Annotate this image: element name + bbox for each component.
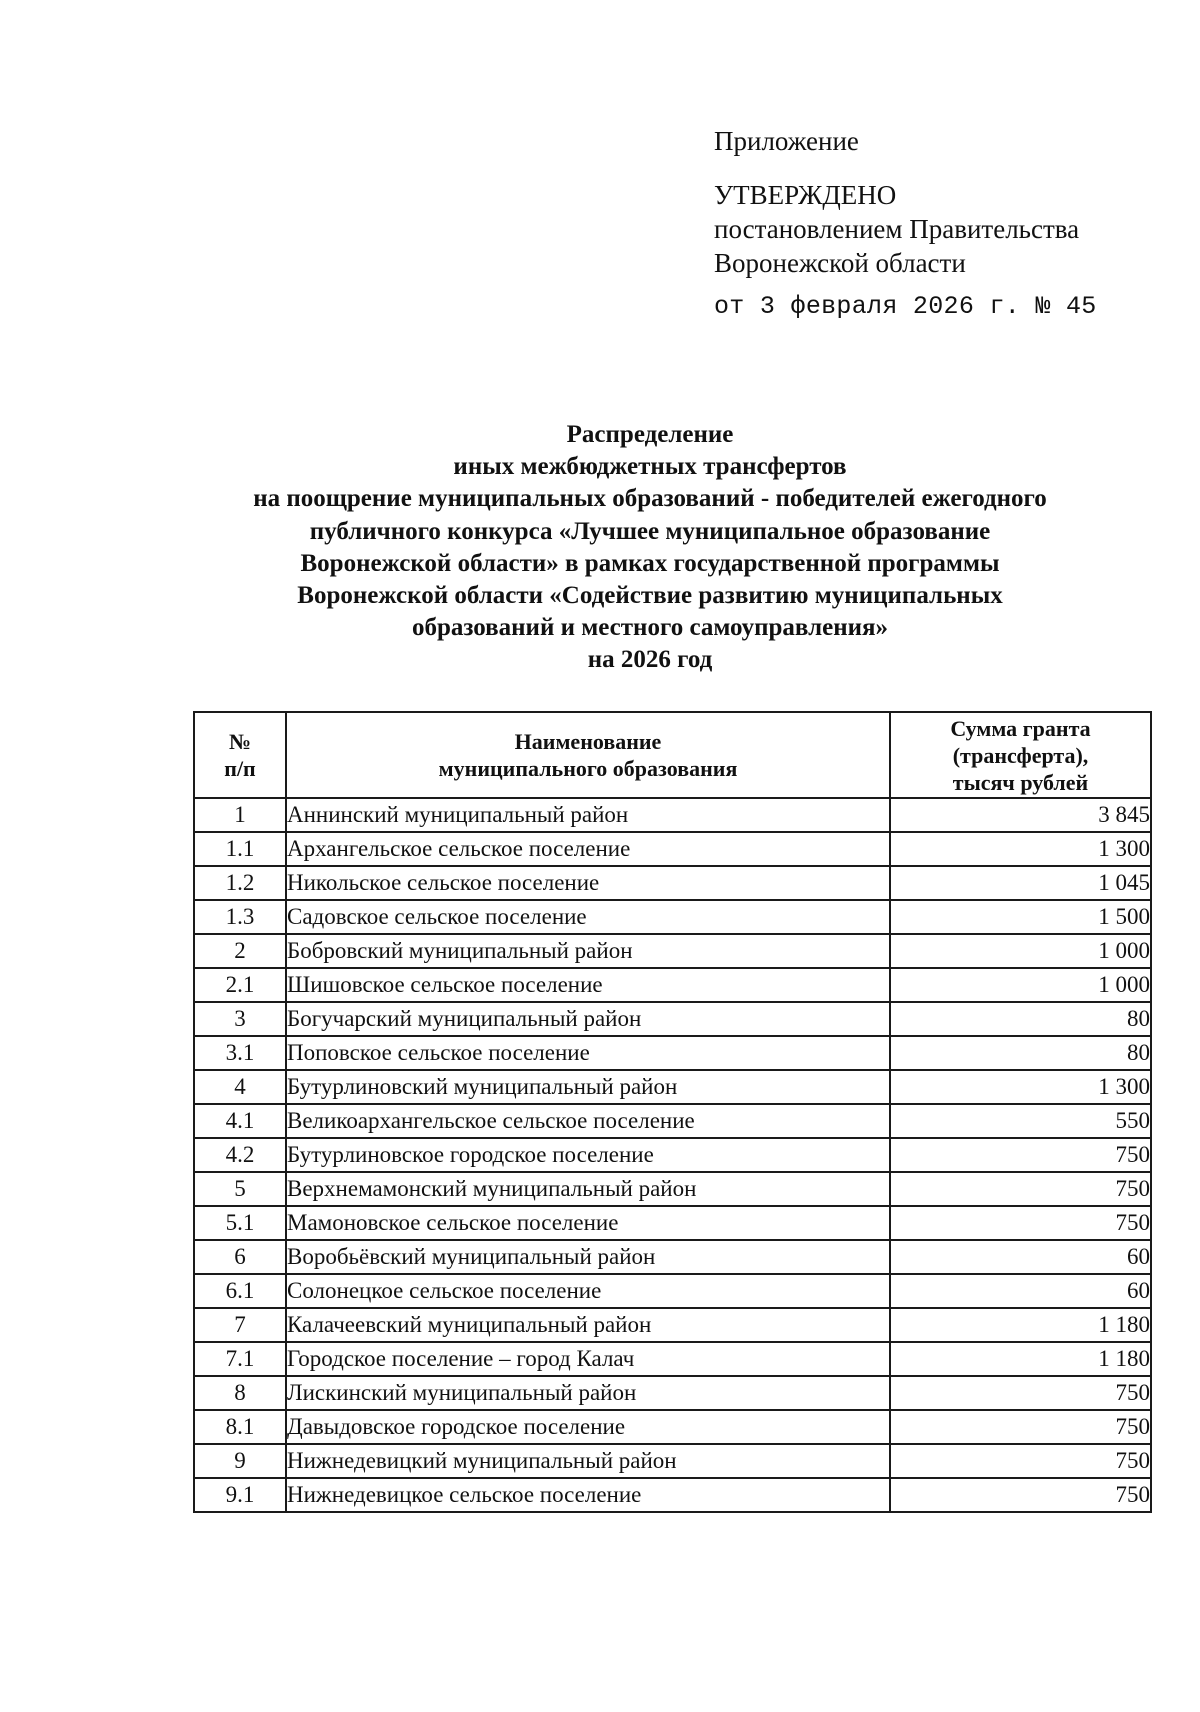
row-grant-amount: 750 (890, 1478, 1151, 1512)
table-row (194, 1240, 1151, 1274)
table-row (194, 832, 1151, 866)
row-number: 9.1 (194, 1478, 286, 1512)
table-row (194, 1036, 1151, 1070)
row-grant-amount: 1 300 (890, 1070, 1151, 1104)
row-number: 4 (194, 1070, 286, 1104)
row-municipality-name: Шишовское сельское поселение (286, 968, 890, 1002)
row-number: 1.2 (194, 866, 286, 900)
row-municipality-name: Нижнедевицкое сельское поселение (286, 1478, 890, 1512)
header-number-line-1: № (228, 729, 252, 754)
table-row (194, 968, 1151, 1002)
row-number: 4.2 (194, 1138, 286, 1172)
row-grant-amount: 750 (890, 1410, 1151, 1444)
row-number: 1 (194, 798, 286, 832)
table-row (194, 1274, 1151, 1308)
row-municipality-name: Архангельское сельское поселение (286, 832, 890, 866)
title-line-7: образований и местного самоуправления» (411, 614, 889, 642)
table-row (194, 1002, 1151, 1036)
title-line-4: публичного конкурса «Лучшее муниципальное образование (309, 517, 991, 545)
header-name-line-2: муниципального образования (438, 756, 738, 781)
approved-by-line-2: Воронежской области (714, 248, 966, 278)
title-line-8: на 2026 год (587, 646, 713, 674)
row-number: 6 (194, 1240, 286, 1274)
title-line-6: Воронежской области «Содействие развитию муниципальных (297, 582, 1003, 610)
approval-block (714, 124, 1134, 324)
table-row (194, 1172, 1151, 1206)
row-number: 5 (194, 1172, 286, 1206)
row-grant-amount: 750 (890, 1172, 1151, 1206)
column-header-amount (890, 712, 1151, 798)
row-municipality-name: Бобровский муниципальный район (286, 934, 890, 968)
row-grant-amount: 550 (890, 1104, 1151, 1138)
table-row (194, 866, 1151, 900)
row-number: 2 (194, 934, 286, 968)
row-municipality-name: Аннинский муниципальный район (286, 798, 890, 832)
row-number: 1.3 (194, 900, 286, 934)
table-row (194, 900, 1151, 934)
row-grant-amount: 60 (890, 1274, 1151, 1308)
row-grant-amount: 80 (890, 1002, 1151, 1036)
row-grant-amount: 750 (890, 1444, 1151, 1478)
appendix-label: Приложение (714, 126, 859, 156)
table-row (194, 934, 1151, 968)
row-grant-amount: 80 (890, 1036, 1151, 1070)
row-grant-amount: 1 000 (890, 934, 1151, 968)
row-municipality-name: Воробьёвский муниципальный район (286, 1240, 890, 1274)
row-municipality-name: Солонецкое сельское поселение (286, 1274, 890, 1308)
row-number: 8.1 (194, 1410, 286, 1444)
row-number: 7 (194, 1308, 286, 1342)
row-grant-amount: 1 500 (890, 900, 1151, 934)
column-header-name (286, 712, 890, 798)
row-number: 1.1 (194, 832, 286, 866)
row-number: 9 (194, 1444, 286, 1478)
table-row (194, 798, 1151, 832)
row-number: 8 (194, 1376, 286, 1410)
table-header-row (194, 712, 1151, 798)
table-row (194, 1342, 1151, 1376)
table-row (194, 1410, 1151, 1444)
table-row (194, 1308, 1151, 1342)
row-number: 6.1 (194, 1274, 286, 1308)
row-municipality-name: Никольское сельское поселение (286, 866, 890, 900)
distribution-table (193, 711, 1152, 1513)
row-number: 3.1 (194, 1036, 286, 1070)
row-number: 7.1 (194, 1342, 286, 1376)
row-grant-amount: 750 (890, 1206, 1151, 1240)
row-number: 2.1 (194, 968, 286, 1002)
row-grant-amount: 750 (890, 1376, 1151, 1410)
title-line-3: на поощрение муниципальных образований - победителей ежегодного (253, 485, 1047, 513)
header-amount-line-2: (трансферта), (952, 742, 1089, 768)
row-municipality-name: Нижнедевицкий муниципальный район (286, 1444, 890, 1478)
header-name-line-1: Наименование (514, 729, 662, 754)
table-row (194, 1104, 1151, 1138)
row-municipality-name: Богучарский муниципальный район (286, 1002, 890, 1036)
row-grant-amount: 3 845 (890, 798, 1151, 832)
title-line-5: Воронежской области» в рамках государственной программы (300, 549, 1000, 577)
row-municipality-name: Великоархангельское сельское поселение (286, 1104, 890, 1138)
row-grant-amount: 1 300 (890, 832, 1151, 866)
table-row (194, 1206, 1151, 1240)
table-row (194, 1376, 1151, 1410)
row-number: 3 (194, 1002, 286, 1036)
table-row (194, 1138, 1151, 1172)
document-title (120, 419, 1180, 677)
row-municipality-name: Лискинский муниципальный район (286, 1376, 890, 1410)
column-header-number (194, 712, 286, 798)
row-municipality-name: Давыдовское городское поселение (286, 1410, 890, 1444)
table-body (194, 798, 1151, 1512)
header-amount-line-1: Сумма гранта (950, 715, 1091, 741)
row-grant-amount: 1 000 (890, 968, 1151, 1002)
row-municipality-name: Верхнемамонский муниципальный район (286, 1172, 890, 1206)
row-grant-amount: 1 180 (890, 1342, 1151, 1376)
header-amount-line-3: тысяч рублей (952, 769, 1089, 795)
row-grant-amount: 1 045 (890, 866, 1151, 900)
row-municipality-name: Садовское сельское поселение (286, 900, 890, 934)
row-municipality-name: Городское поселение – город Калач (286, 1342, 890, 1376)
row-grant-amount: 1 180 (890, 1308, 1151, 1342)
row-grant-amount: 60 (890, 1240, 1151, 1274)
approved-by-line-1: постановлением Правительства (714, 214, 1080, 244)
title-line-1: Распределение (566, 421, 734, 448)
row-municipality-name: Мамоновское сельское поселение (286, 1206, 890, 1240)
table-row (194, 1444, 1151, 1478)
row-municipality-name: Калачеевский муниципальный район (286, 1308, 890, 1342)
row-number: 4.1 (194, 1104, 286, 1138)
header-number-line-2: п/п (224, 756, 256, 781)
title-line-2: иных межбюджетных трансфертов (453, 453, 847, 481)
row-municipality-name: Бутурлиновское городское поселение (286, 1138, 890, 1172)
row-municipality-name: Поповское сельское поселение (286, 1036, 890, 1070)
decree-date-number: от 3 февраля 2026 г. № 45 (714, 292, 1097, 321)
table-row (194, 1478, 1151, 1512)
row-number: 5.1 (194, 1206, 286, 1240)
row-municipality-name: Бутурлиновский муниципальный район (286, 1070, 890, 1104)
table-row (194, 1070, 1151, 1104)
approved-stamp: УТВЕРЖДЕНО (714, 180, 897, 210)
row-grant-amount: 750 (890, 1138, 1151, 1172)
